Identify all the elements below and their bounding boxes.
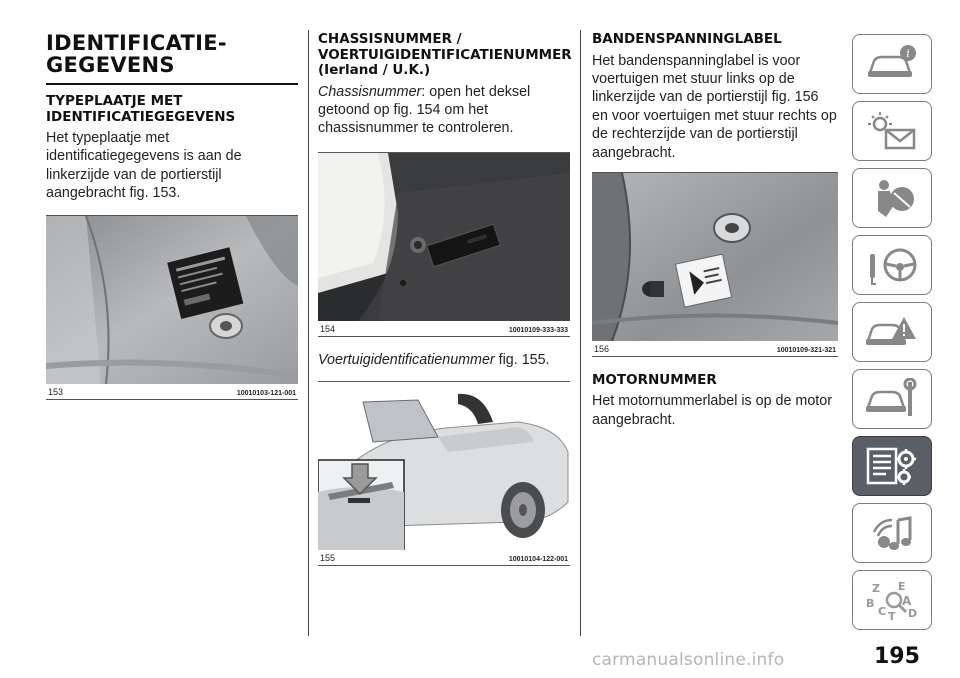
figure-153-image <box>46 216 298 384</box>
chassis-description: : open het deksel getoond op fig. 154 om het chassisnummer te controleren. <box>318 83 531 137</box>
index-letter: A <box>902 594 912 608</box>
tab-warning-lights[interactable] <box>852 101 932 161</box>
breakdown-icon <box>864 311 920 353</box>
text-type-plate: Het typeplaatje met identificatiegegevens is aan de linkerzijde van de portierstijl aangebracht fig. 153. <box>46 130 242 202</box>
column-divider-1 <box>308 30 309 636</box>
figure-153 <box>46 215 298 400</box>
index-letter: D <box>908 607 918 620</box>
page-number: 195 <box>874 644 920 669</box>
text-vin <box>318 351 570 369</box>
vin-term: Voertuigidentificatienummer <box>318 351 495 368</box>
figure-154-caption <box>318 321 570 336</box>
tab-multimedia[interactable] <box>852 503 932 563</box>
svg-text:i: i <box>906 47 910 60</box>
column-chassis-number <box>318 32 570 566</box>
alphabetical-index-icon <box>864 579 920 621</box>
text-engine-number: Het motornummerlabel is op de motor aangebracht. <box>592 393 832 428</box>
index-letter: B <box>866 597 875 610</box>
multimedia-icon <box>864 512 920 554</box>
column-divider-2 <box>580 30 581 636</box>
heading-chassis: CHASSISNUMMER / VOERTUIGIDENTIFICATIENUMMER (Ierland / U.K.) <box>318 31 572 78</box>
index-letter: C <box>878 605 887 618</box>
car-service-icon <box>864 378 920 420</box>
vin-description: fig. 155. <box>494 351 550 368</box>
tab-index[interactable] <box>852 570 932 630</box>
text-chassis <box>318 83 570 138</box>
figure-code: 10010103-121-001 <box>236 389 296 397</box>
key-steering-wheel-icon <box>864 244 920 286</box>
index-letter: E <box>898 580 906 593</box>
chassis-term: Chassisnummer <box>318 83 422 100</box>
safety-airbag-icon <box>864 177 920 219</box>
heading-tire-pressure: BANDENSPANNINGLABEL <box>592 31 782 47</box>
figure-156 <box>592 172 838 357</box>
figure-156-image <box>592 173 838 341</box>
figure-153-caption <box>46 384 298 399</box>
tab-servicing[interactable] <box>852 369 932 429</box>
index-letter: T <box>888 610 896 621</box>
tab-starting-driving[interactable] <box>852 235 932 295</box>
heading-type-plate: TYPEPLAATJE MET IDENTIFICATIEGEGEVENS <box>46 93 236 125</box>
figure-code: 10010109-333-333 <box>508 326 568 334</box>
figure-number: 154 <box>320 323 336 334</box>
tab-emergency[interactable] <box>852 302 932 362</box>
figure-154 <box>318 152 570 337</box>
tab-technical-data[interactable] <box>852 436 932 496</box>
figure-number: 153 <box>48 386 64 397</box>
column-tire-pressure <box>592 32 838 429</box>
figure-155-caption <box>318 550 570 565</box>
figure-155 <box>318 381 570 566</box>
technical-data-icon <box>864 445 920 487</box>
column-identification <box>46 32 298 400</box>
figure-code: 10010109-321-321 <box>776 346 836 354</box>
text-tire-pressure: Het bandenspanninglabel is voor voertuigen met stuur links op de linkerzijde van de portierstijl fig. 156 en voor voertuigen met stuur rechts op de rechterzijde van de portierstijl aangebracht. <box>592 52 837 161</box>
figure-155-image <box>318 382 570 550</box>
section-title: IDENTIFICATIE- GEGEVENS <box>46 31 227 77</box>
figure-code: 10010104-122-001 <box>508 556 568 564</box>
index-letter: Z <box>872 582 880 595</box>
figure-156-caption <box>592 341 838 356</box>
figure-number: 156 <box>594 343 610 354</box>
tab-safety[interactable] <box>852 168 932 228</box>
watermark: carmanualsonline.info <box>592 650 785 670</box>
warning-lights-icon <box>864 110 920 152</box>
tab-car-info[interactable] <box>852 34 932 94</box>
chapter-tabs <box>852 34 960 637</box>
figure-number: 155 <box>320 553 336 564</box>
car-info-icon <box>864 43 920 85</box>
heading-engine-number: MOTORNUMMER <box>592 371 717 388</box>
title-divider <box>46 83 298 85</box>
figure-154-image <box>318 153 570 321</box>
